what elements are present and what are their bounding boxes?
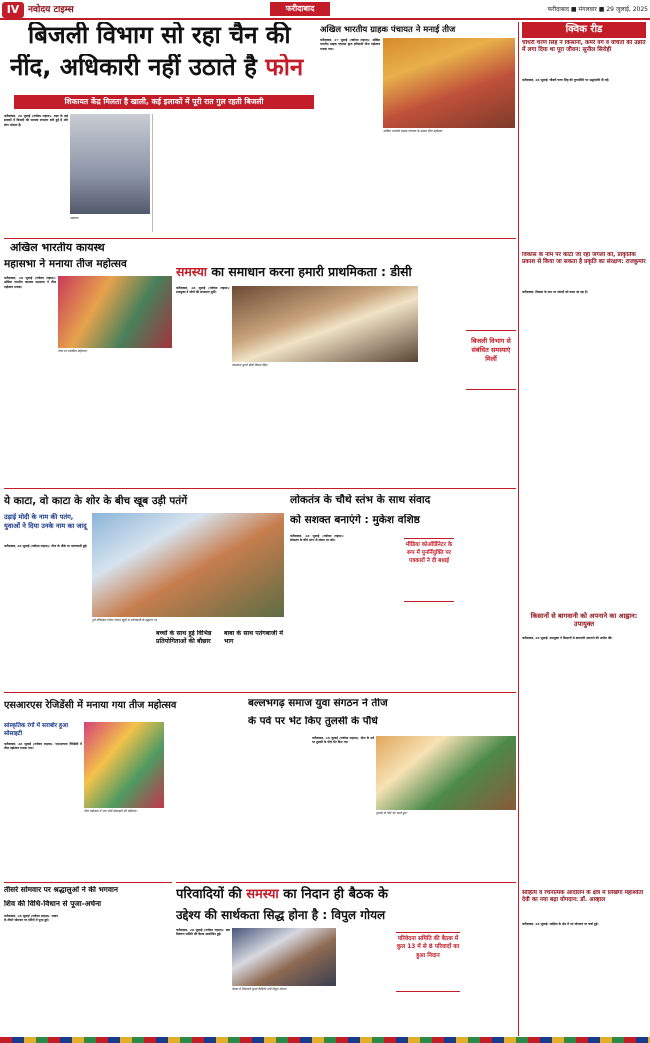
ballabhgarh-headline-2: के पर्व पर भेंट किए तुलसी के पौधे — [248, 716, 378, 727]
patang-body-1 — [4, 544, 90, 686]
patang-body-3 — [156, 658, 222, 686]
quick-read-item4-text — [522, 922, 646, 1034]
lead-dateline: फरीदाबाद, 28 जुलाई (नवोदय टाइम्स): शहर के कई इलाकों में बिजली की समस्या लगातार बनी हुई है और लोग परेशान हैं। — [4, 114, 68, 127]
parivadi-headline-1b: समस्या — [246, 887, 279, 902]
lead-headline-2 — [10, 54, 315, 88]
divider-3 — [4, 692, 516, 693]
ballabhgarh-headline-1: बल्लभगढ़ समाज युवा संगठन ने तीज — [248, 698, 388, 709]
parivadi-headline-2: उद्देश्य की सार्थकता सिद्ध होना है : विपुल गोयल — [176, 908, 386, 922]
loktantra-body-3 — [404, 606, 454, 686]
divider-4 — [4, 882, 172, 883]
quick-read-item4-dateline: फरीदाबाद, 28 जुलाई: साहित्य के क्षेत्र में नए योगदान पर चर्चा हुई। — [522, 922, 599, 926]
samasya-photo — [232, 286, 418, 362]
sras-caption: तीज महोत्सव में भाग लेती सोसाइटी की महिलाएं। — [84, 809, 138, 813]
somvar-body-3 — [116, 914, 172, 1036]
patang-body-4 — [224, 652, 284, 686]
quick-read-item3-text — [522, 636, 646, 822]
samasya-body-5 — [466, 394, 516, 482]
samasya-headline — [176, 262, 516, 282]
somvar-headline-2: शिव की विधि-विधान से पूजा-अर्चना — [4, 900, 102, 908]
loktantra-dateline: फरीदाबाद, 28 जुलाई (नवोदय टाइम्स): लोकतंत्र के चौथे स्तंभ से संवाद पर जोर। — [290, 534, 344, 543]
sras-body-2 — [166, 722, 242, 808]
date-line: फरीदाबाद ■ मंगलवार ■ 29 जुलाई, 2025 — [547, 6, 648, 13]
divider-5 — [176, 882, 516, 883]
ballabhgarh-body-2 — [312, 736, 374, 882]
quick-read-item1-dateline: फरीदाबाद, 28 जुलाई: चौधरी चरण सिंह की पुण्यतिथि पर श्रद्धांजलि दी गई। — [522, 78, 610, 82]
loktantra-body-1 — [290, 534, 344, 686]
ballabhgarh-body-3 — [376, 822, 444, 882]
grahak-photo — [383, 38, 515, 128]
parivadi-pull-quote: परिवेदना समिति की बैठक में कुल 13 में से 8 परिवादों का हुआ निदान — [396, 932, 460, 992]
somvar-body-2 — [60, 914, 114, 1036]
parivadi-body-5 — [462, 928, 516, 1036]
lead-photo-caption: पड़ताल। — [70, 216, 79, 220]
somvar-body-1 — [4, 914, 58, 1036]
parivadi-headline-1c: का निदान ही बैठक के — [278, 887, 389, 902]
masthead — [0, 0, 650, 20]
ballabhgarh-body-1 — [248, 736, 310, 882]
patang-photo — [92, 513, 284, 617]
quick-read-item3-head: किसानों से बागवानी को अपनाने का आह्वान: उपायुक्त — [530, 612, 638, 628]
kayastha-headline-1: अखिल भारतीय कायस्थ — [10, 242, 105, 254]
samasya-body-3 — [326, 374, 418, 482]
grahak-body-bottom-1 — [320, 140, 416, 236]
grahak-dateline: फरीदाबाद, 27 जुलाई (नवोदय टाइम्स): अखिल भारतीय ग्राहक पंचायत द्वारा हरियाली तीज महोत्सव मनाया गया। — [320, 38, 380, 51]
ballabhgarh-body-4 — [446, 822, 516, 882]
ballabhgarh-photo — [376, 736, 516, 810]
samasya-headline-rest: का समाधान करना हमारी प्राथमिकता : डीसी — [207, 264, 412, 279]
sras-photo — [84, 722, 164, 808]
grahak-body — [320, 38, 380, 138]
lead-subhead: शिकायत केंद्र मिलता है खाली, कई इलाकों में पूरी रात गुल रहती बिजली — [14, 95, 314, 109]
quick-read-item2-text — [522, 290, 646, 556]
lead-headline-1: बिजली विभाग सो रहा चैन की — [28, 22, 291, 49]
sras-kicker: सांस्कृतिक रंगों में सराबोर हुआ सोसाइटी — [4, 723, 69, 737]
divider-1 — [4, 238, 516, 239]
loktantra-headline-2: को सशक्त बनाएंगे : मुकेश वशिष्ठ — [290, 514, 420, 526]
lead-photo — [70, 114, 150, 214]
kayastha-body — [4, 276, 56, 376]
somvar-dateline: फरीदाबाद, 28 जुलाई (नवोदय टाइम्स): सावन के तीसरे सोमवार पर मंदिरों में पूजा हुई। — [4, 914, 58, 923]
patang-sub-2: बाबा के साथ पतंगबाजी में भाग — [224, 630, 283, 645]
samasya-caption: समस्याएं सुनते डीसी विक्रम सिंह। — [232, 363, 268, 367]
patang-body-2 — [92, 628, 154, 686]
quick-read-panel — [518, 22, 648, 1036]
patang-kicker: उड़ाई मोदी के नाम की पतंग, युवाओं ने दिया उनके नाम का जादू — [4, 513, 87, 530]
paper-name: नवोदय टाइम्स — [28, 5, 74, 15]
sras-body-1 — [4, 742, 82, 882]
loktantra-body-2 — [346, 534, 400, 686]
kayastha-photo — [58, 276, 172, 348]
parivadi-headline-1a: परिवादियों की — [176, 887, 247, 902]
lead-body-col-3 — [210, 114, 262, 232]
masthead-rule — [0, 18, 650, 20]
divider-2 — [4, 488, 516, 489]
lead-body-col-2 — [152, 114, 208, 232]
samasya-pull-quote: बिजली विभाग से संबंधित समस्याएं मिलीं — [466, 330, 516, 390]
sras-body-3 — [84, 820, 242, 882]
somvar-headline-1: तीसरे सोमवार पर श्रद्धालुओं ने की भगवान — [4, 886, 118, 894]
sras-headline: एसआरएस रेजिडेंसी में मनाया गया तीज महोत्सव — [4, 700, 177, 711]
parivadi-body-2 — [232, 997, 336, 1036]
samasya-body-2 — [232, 374, 324, 482]
loktantra-body-4 — [456, 534, 516, 686]
quick-read-item1-head: चौधरी चरण सिंह ने किसानों, कमेरे वर्ग व वंचितों की उन्नति में लगा दिया था पूरा जीवन: सुनील सिरोही — [522, 40, 646, 54]
kayastha-headline-2: महासभा ने मनाया तीज महोत्सव — [4, 258, 127, 270]
loktantra-pull-quote: मीडिया कोऑर्डिनेटर के रूप में पुनर्नियुक्ति पर पत्रकारों ने दी बधाई — [404, 538, 454, 602]
parivadi-dateline: फरीदाबाद, 28 जुलाई (नवोदय टाइम्स): कष्ट निवारण समिति की बैठक आयोजित हुई। — [176, 928, 230, 937]
kayastha-caption: तीज पर उपस्थित महिलाएं। — [58, 349, 88, 353]
loktantra-headline-1: लोकतंत्र के चौथे स्तंभ के साथ संवाद — [290, 494, 431, 506]
samasya-body-4 — [420, 286, 466, 482]
quick-read-label: क्विक रीड — [522, 22, 646, 38]
grahak-headline: अखिल भारतीय ग्राहक पंचायत ने मनाई तीज — [320, 24, 456, 34]
kayastha-body-2 — [4, 380, 172, 486]
kayastha-dateline: फरीदाबाद, 28 जुलाई (नवोदय टाइम्स): अखिल भारतीय कायस्थ महासभा ने तीज महोत्सव मनाया। — [4, 276, 56, 289]
quick-read-item4-head: साहित्य व रचनात्मक आंदोलन के क्षेत्र में लिखेगा महाश्वेता देवी का नया बढ़ा योगदान: डॉ. आव्हाल — [522, 890, 644, 904]
lead-headline-2b: फोन — [265, 54, 304, 81]
lead-body-col-4 — [264, 114, 316, 232]
parivadi-caption: बैठक में शिकायतें सुनते कैबिनेट मंत्री विपुल गोयल। — [232, 987, 287, 991]
quick-read-item2-head: विकास के नाम पर काटा जा रहा जंगलों को, प्राकृतिक प्रकाश से किया जा सकता है प्रकृति का संरक्षण: राजकुमार — [522, 252, 646, 266]
grahak-caption: अखिल भारतीय ग्राहक पंचायत के सदस्य तीज महोत्सव — [383, 129, 443, 133]
city-badge: फरीदाबाद — [270, 2, 330, 16]
quick-read-item1-text — [522, 78, 646, 248]
ballabhgarh-caption: तुलसी के पौधे भेंट करते हुए। — [376, 811, 408, 815]
parivadi-body-3 — [338, 928, 394, 1036]
patang-caption: पूर्व मंत्रिमंडल योगेश गोयल पहुंचे थे पतंगबाजी के उद्घाटन पर — [92, 618, 157, 622]
samasya-headline-red: समस्या — [176, 264, 208, 279]
patang-sub-1: बच्चों के साथ हुई विभिन्न प्रतियोगिताओं की बौछार — [156, 630, 212, 645]
parivadi-photo — [232, 928, 336, 986]
patang-headline: ये काटा, वो काटा के शोर के बीच खूब उड़ी पतंगें — [4, 495, 188, 507]
parivadi-headline-1 — [176, 886, 516, 904]
grahak-body-bottom-2 — [420, 140, 516, 236]
quick-read-item3-dateline: फरीदाबाद, 28 जुलाई: उपायुक्त ने किसानों से बागवानी अपनाने की अपील की। — [522, 636, 613, 640]
patang-dateline: फरीदाबाद, 28 जुलाई (नवोदय टाइम्स): तीज के मौके पर पतंगबाजी हुई। — [4, 544, 88, 548]
lead-headline-2a: नींद, अधिकारी नहीं उठाते है — [10, 54, 266, 81]
quick-read-item2-dateline: फरीदाबाद: विकास के नाम पर जंगलों को काटा जा रहा है। — [522, 290, 588, 294]
parivadi-body-1 — [176, 928, 230, 1036]
lead-body-col-1 — [4, 114, 68, 232]
sras-dateline: फरीदाबाद, 28 जुलाई (नवोदय टाइम्स): एसआरएस रेजिडेंसी में तीज महोत्सव मनाया गया। — [4, 742, 82, 751]
page-number: IV — [2, 2, 24, 18]
samasya-body-1 — [176, 286, 230, 482]
ballabhgarh-dateline: फरीदाबाद, 28 जुलाई (नवोदय टाइम्स): तीज के पर्व पर तुलसी के पौधे भेंट किए गए। — [312, 736, 374, 745]
bottom-strip — [0, 1037, 650, 1043]
parivadi-body-4 — [396, 996, 460, 1036]
samasya-dateline: फरीदाबाद, 28 जुलाई (नवोदय टाइम्स): उपायुक्त ने लोगों की समस्याएं सुनीं। — [176, 286, 230, 295]
